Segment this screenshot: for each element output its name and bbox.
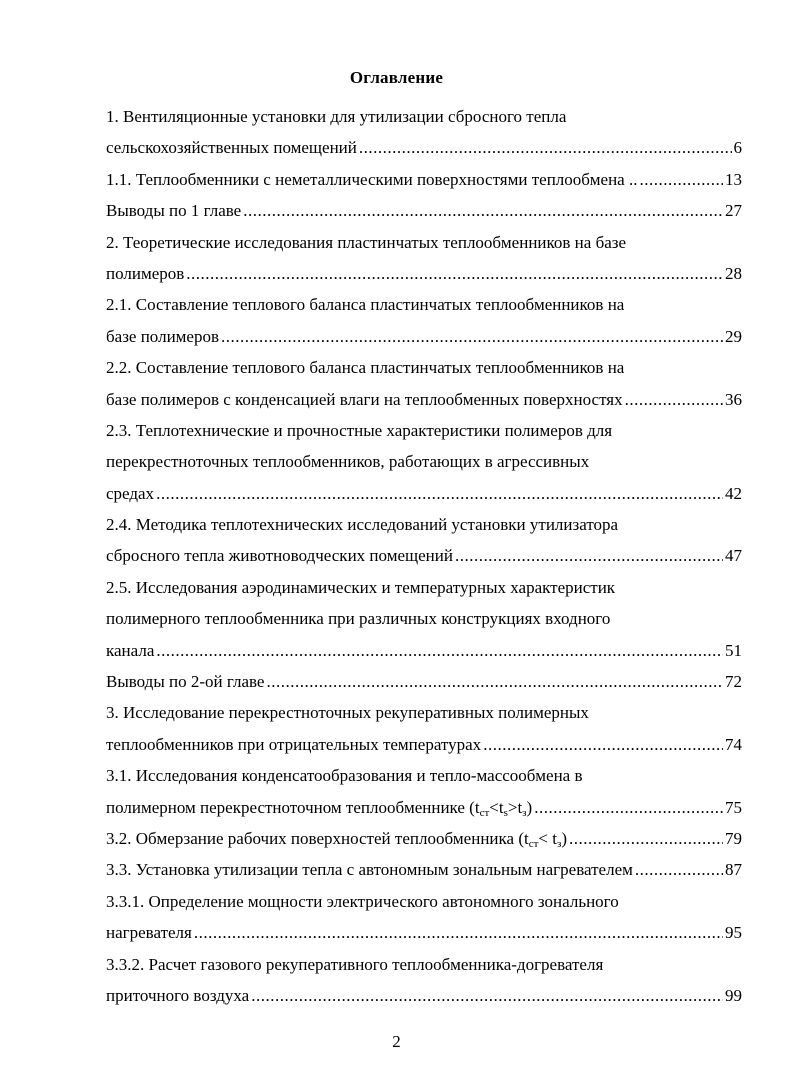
toc-entry-text: полимерного теплообменника при различных конструкциях входного (106, 609, 611, 629)
toc-page-number: 29 (725, 326, 742, 346)
toc-page-number: 6 (733, 138, 742, 158)
toc-page-number: 13 (725, 169, 742, 189)
toc-entry-text-main: полимерном перекрестноточном теплообменнике (t (106, 797, 480, 817)
dot-leader (156, 635, 723, 666)
toc-line[interactable] (106, 666, 742, 697)
toc-page-number: 87 (725, 860, 742, 880)
toc-line[interactable] (106, 258, 742, 289)
dot-leader (483, 729, 723, 760)
dot-leader (534, 792, 723, 823)
toc-line (106, 101, 742, 132)
toc-page-number: 42 (725, 483, 742, 503)
dot-leader (639, 164, 723, 195)
dot-leader (635, 854, 723, 885)
subscript: ст (479, 806, 490, 819)
formula-part: >t (507, 797, 523, 817)
toc-entry-text: канала (106, 640, 155, 660)
toc-entry-text: 1.1. Теплообменники с неметаллическими поверхностями теплообмена .. (106, 169, 638, 189)
dot-leader (186, 258, 723, 289)
toc-page-number: 74 (725, 734, 742, 754)
toc-entry-text: теплообменников при отрицательных температурах (106, 734, 482, 754)
toc-line (106, 289, 742, 320)
toc-entry-text: 3.3.2. Расчет газового рекуперативного теплообменника-догревателя (106, 954, 604, 974)
toc-page-number: 51 (725, 640, 742, 660)
dot-leader (251, 980, 723, 1011)
toc-entry-text: 3.3. Установка утилизации тепла с автономным зональным нагревателем (106, 860, 633, 880)
toc-line[interactable] (106, 195, 742, 226)
toc-line (106, 886, 742, 917)
toc-page-number: 75 (725, 797, 742, 817)
toc-line (106, 352, 742, 383)
toc-line[interactable] (106, 917, 742, 948)
toc-entry-text (106, 792, 532, 823)
toc-page-number: 79 (725, 828, 742, 848)
dot-leader (359, 132, 732, 163)
toc-entry-text (106, 823, 567, 854)
toc-entry-text: нагревателя (106, 923, 192, 943)
page-title: Оглавление (349, 68, 444, 87)
formula-part: < t (538, 828, 557, 848)
toc-page-number: 47 (725, 546, 742, 566)
toc-line (106, 697, 742, 728)
toc-line[interactable] (106, 132, 742, 163)
toc-entry-text: сельскохозяйственных помещений (106, 138, 357, 158)
dot-leader (221, 321, 723, 352)
toc-entry-text: 3. Исследование перекрестноточных рекуперативных полимерных (106, 703, 589, 723)
toc-entry-text: 2. Теоретические исследования пластинчатых теплообменников на базе (106, 232, 627, 252)
toc-entry-text: 2.4. Методика теплотехнических исследований установки утилизатора (106, 515, 619, 535)
toc-page-number: 28 (725, 263, 742, 283)
toc-entry-text-main: 3.2. Обмерзание рабочих поверхностей теплообменника (t (106, 828, 529, 848)
toc-page-number: 27 (725, 201, 742, 221)
toc-line (106, 446, 742, 477)
toc-line[interactable] (106, 792, 742, 823)
toc-line (106, 603, 742, 634)
toc-entry-text: базе полимеров с конденсацией влаги на теплообменных поверхностях (106, 389, 623, 409)
subscript: ст (528, 837, 539, 850)
toc-entry-text: средах (106, 483, 155, 503)
toc-entry-text: приточного воздуха (106, 985, 250, 1005)
table-of-contents (106, 101, 742, 1011)
toc-entry-text: 1. Вентиляционные установки для утилизации сбросного тепла (106, 107, 567, 126)
toc-entry-text: базе полимеров (106, 326, 219, 346)
toc-line[interactable] (106, 540, 742, 571)
toc-entry-text: 2.5. Исследования аэродинамических и температурных характеристик (106, 577, 616, 597)
toc-line[interactable] (106, 729, 742, 760)
toc-line[interactable] (106, 635, 742, 666)
toc-page-number: 72 (725, 672, 742, 692)
toc-entry-text: сбросного тепла животноводческих помещений (106, 546, 453, 566)
toc-line (106, 572, 742, 603)
toc-entry-text: 2.1. Составление теплового баланса пластинчатых теплообменников на (106, 295, 625, 315)
toc-line (106, 227, 742, 258)
toc-line[interactable] (106, 980, 742, 1011)
toc-page-number: 36 (725, 389, 742, 409)
page-number: 2 (392, 1032, 401, 1051)
toc-page-number: 95 (725, 923, 742, 943)
formula-part: ) (526, 797, 533, 817)
dot-leader (455, 540, 723, 571)
dot-leader (266, 666, 723, 697)
toc-entry-text: Выводы по 1 главе (106, 201, 242, 221)
dot-leader (156, 478, 723, 509)
toc-line[interactable] (106, 823, 742, 854)
toc-line (106, 760, 742, 791)
subscript: з (522, 806, 527, 819)
toc-line (106, 949, 742, 980)
toc-line[interactable] (106, 384, 742, 415)
toc-entry-text: 2.2. Составление теплового баланса пластинчатых теплообменников на (106, 358, 625, 378)
toc-line[interactable] (106, 854, 742, 885)
toc-entry-text: полимеров (106, 263, 185, 283)
formula-part: <t (489, 797, 504, 817)
toc-line[interactable] (106, 321, 742, 352)
subscript: з (556, 837, 562, 850)
dot-leader (569, 823, 723, 854)
dot-leader (194, 917, 723, 948)
toc-line[interactable] (106, 164, 742, 195)
toc-entry-text: 3.1. Исследования конденсатообразования и тепло-массообмена в (106, 766, 583, 786)
toc-entry-text: Выводы по 2-ой главе (106, 672, 265, 692)
dot-leader (243, 195, 723, 226)
toc-line (106, 415, 742, 446)
toc-entry-text: 2.3. Теплотехнические и прочностные характеристики полимеров для (106, 420, 613, 440)
toc-entry-text: перекрестноточных теплообменников, работающих в агрессивных (106, 452, 590, 472)
dot-leader (625, 384, 723, 415)
subscript: s (503, 806, 508, 819)
toc-entry-text: 3.3.1. Определение мощности электрического автономного зонального (106, 891, 619, 911)
formula-part: ) (561, 828, 567, 848)
toc-line[interactable] (106, 478, 742, 509)
toc-page-number: 99 (725, 985, 742, 1005)
toc-line (106, 509, 742, 540)
